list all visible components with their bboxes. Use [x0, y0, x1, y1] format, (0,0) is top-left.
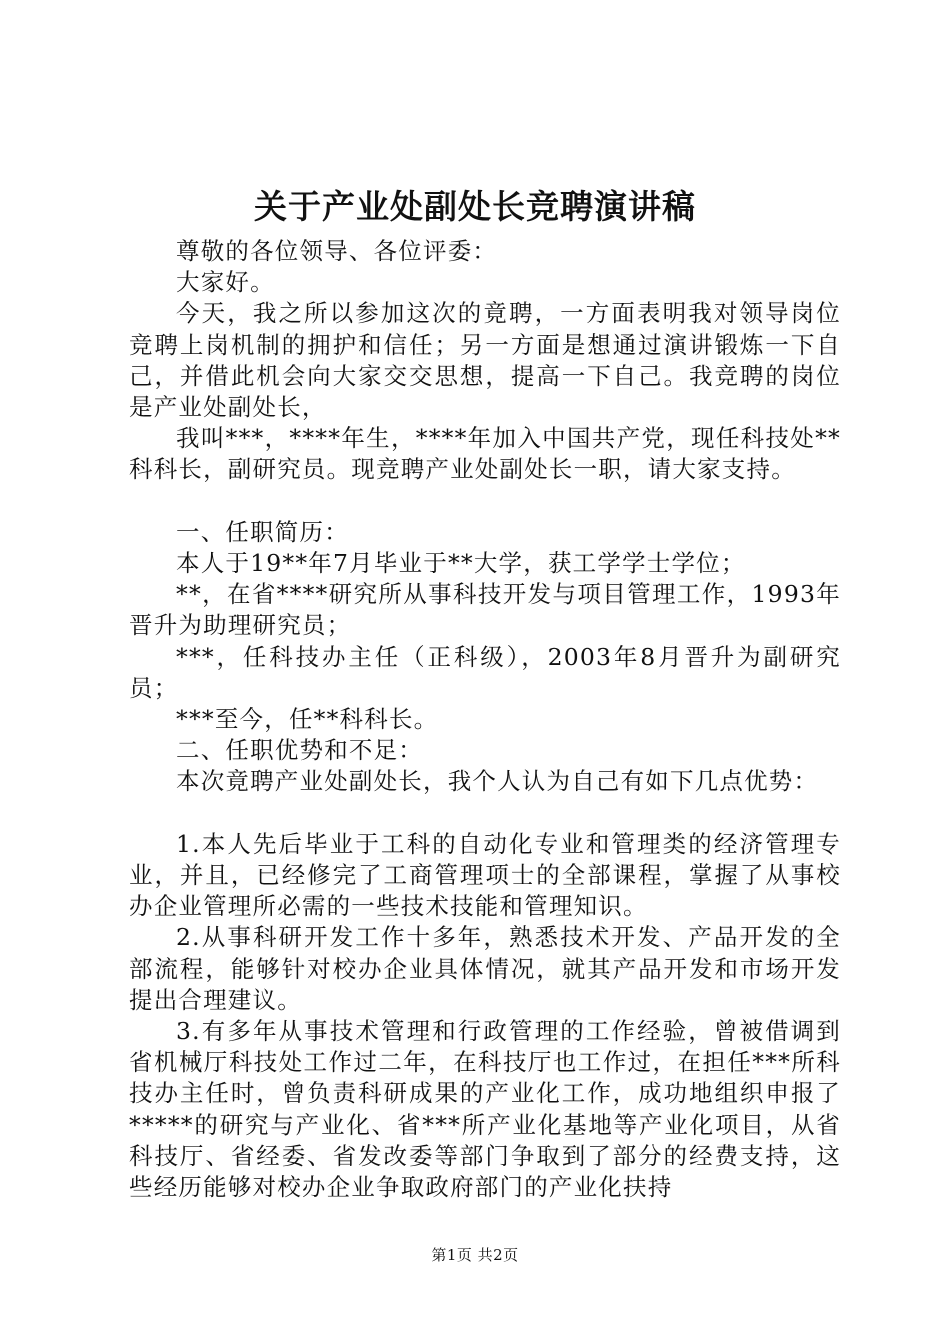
resume-item: ***，任科技办主任（正科级），2003年8月晋升为副研究员； [129, 642, 841, 702]
document-title: 关于产业处副处长竞聘演讲稿 [254, 187, 696, 226]
section-heading-resume: 一、任职简历： [176, 517, 349, 546]
salutation: 尊敬的各位领导、各位评委： [176, 237, 498, 265]
intro-paragraph: 今天，我之所以参加这次的竟聘，一方面表明我对领导岗位竞聘上岗机制的拥护和信任；另一方面是想通过演讲锻炼一下自己，并借此机会向大家交交思想，提高一下自己。我竞聘的岗位是产业处副处长， [129, 299, 841, 422]
strength-item: 2.从事科研开发工作十多年，熟悉技术开发、产品开发的全部流程，能够针对校办企业具体情况，就其产品开发和市场开发提出合理建议。 [129, 923, 841, 1014]
resume-item: 本人于19**年7月毕业于**大学，获工学学士学位； [176, 549, 746, 578]
section-heading-strengths: 二、任职优势和不足： [176, 736, 423, 765]
greeting: 大家好。 [176, 268, 275, 297]
document-body [129, 236, 841, 1203]
resume-item: ***至今，任**科科长。 [176, 705, 439, 734]
self-introduction-paragraph: 我叫***，****年生，****年加入中国共产党，现任科技处**科科长，副研究员。现竞聘产业处副处长一职，请大家支持。 [129, 424, 841, 484]
page-footer: 第1页 共2页 [431, 1246, 519, 1264]
resume-item: **，在省****研究所从事科技开发与项目管理工作，1993年晋升为助理研究员； [129, 580, 841, 640]
strengths-intro: 本次竟聘产业处副处长，我个人认为自己有如下几点优势： [176, 767, 819, 796]
strength-item: 1.本人先后毕业于工科的自动化专业和管理类的经济管理专业，并且，已经修完了工商管理项士的全部课程，掌握了从事校办企业管理所必需的一些技术技能和管理知识。 [129, 829, 841, 921]
strength-item: 3.有多年从事技术管理和行政管理的工作经验，曾被借调到省机械厅科技处工作过二年，在科技厅也工作过，在担任***所科技办主任时，曾负责科研成果的产业化工作，成功地组织申报了*****的研究与产业化、省***所产业化基地等产业化项目，从省科技厅、省经委、省发改委等部门争取到了部分的经费支持，这些经历能够对校办企业争取政府部门的产业化扶持 [129, 1017, 841, 1202]
